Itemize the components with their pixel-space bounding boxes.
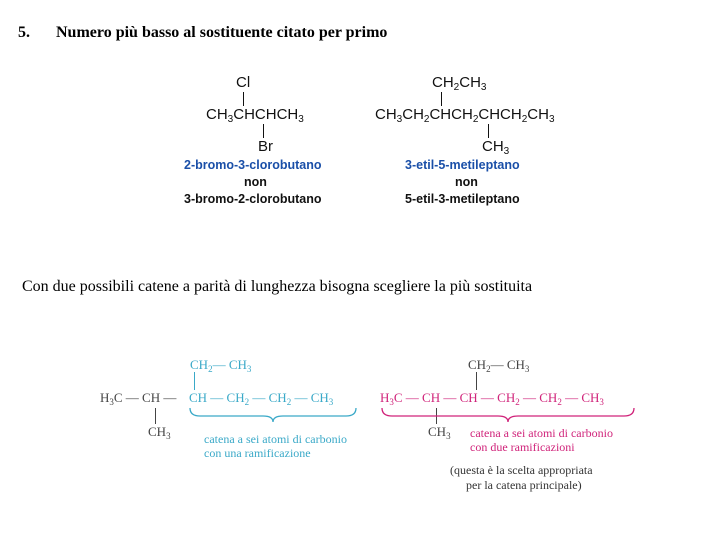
main-chain-start: $H_3C$ — CH —	[100, 390, 177, 407]
caption-line-2: con una ramificazione	[204, 446, 311, 460]
chain-brace	[380, 406, 636, 424]
point-title: Numero più basso al sostituente citato per primo	[56, 24, 388, 41]
main-chain: $H_3C$ — CH — CH — $CH_2$ — $CH_2$ — $CH_3$	[380, 390, 604, 407]
ethyl-substituent: $CH_2CH_3$	[432, 74, 487, 93]
bond-line	[194, 372, 195, 390]
rule-text: Con due possibili catene a parità di lunghezza bisogna scegliere la più sostituita	[22, 278, 533, 295]
ethyl-branch: $CH_2—$ $CH_3$	[468, 357, 530, 374]
bond-line	[155, 408, 156, 424]
bond-line	[441, 92, 442, 106]
chain-brace	[188, 406, 358, 424]
caption-line-2: con due ramificazioni	[470, 440, 575, 454]
non-label: non	[244, 175, 267, 189]
wrong-name: 5-etil-3-metileptano	[405, 192, 520, 206]
ethyl-branch: $CH_2—$ $CH_3$	[190, 357, 252, 374]
bond-line	[243, 92, 244, 106]
methyl-substituent: $CH_3$	[482, 138, 510, 157]
non-label: non	[455, 175, 478, 189]
main-chain-formula: $CH_3CH_2CHCH_2CHCH_2CH_3$	[375, 106, 555, 125]
caption-line-1: catena a sei atomi di carbonio	[204, 432, 347, 446]
methyl-branch: $CH_3$	[148, 424, 171, 441]
main-chain-formula: $CH_3CHCHCH_3$	[206, 106, 304, 125]
main-chain-end: CH — $CH_2$ — $CH_2$ — $CH_3$	[189, 390, 334, 407]
point-number: 5.	[18, 24, 30, 41]
bond-line	[488, 124, 489, 138]
bond-line	[263, 124, 264, 138]
note-line-2: per la catena principale)	[466, 478, 582, 492]
cl-substituent: Cl	[236, 74, 251, 91]
wrong-name: 3-bromo-2-clorobutano	[184, 192, 322, 206]
correct-name: 2-bromo-3-clorobutano	[184, 158, 322, 172]
br-substituent: Br	[258, 138, 273, 155]
note-line-1: (questa è la scelta appropriata	[450, 463, 593, 477]
bond-line	[476, 372, 477, 390]
methyl-branch: $CH_3$	[428, 424, 451, 441]
caption-line-1: catena a sei atomi di carbonio	[470, 426, 613, 440]
correct-name: 3-etil-5-metileptano	[405, 158, 520, 172]
